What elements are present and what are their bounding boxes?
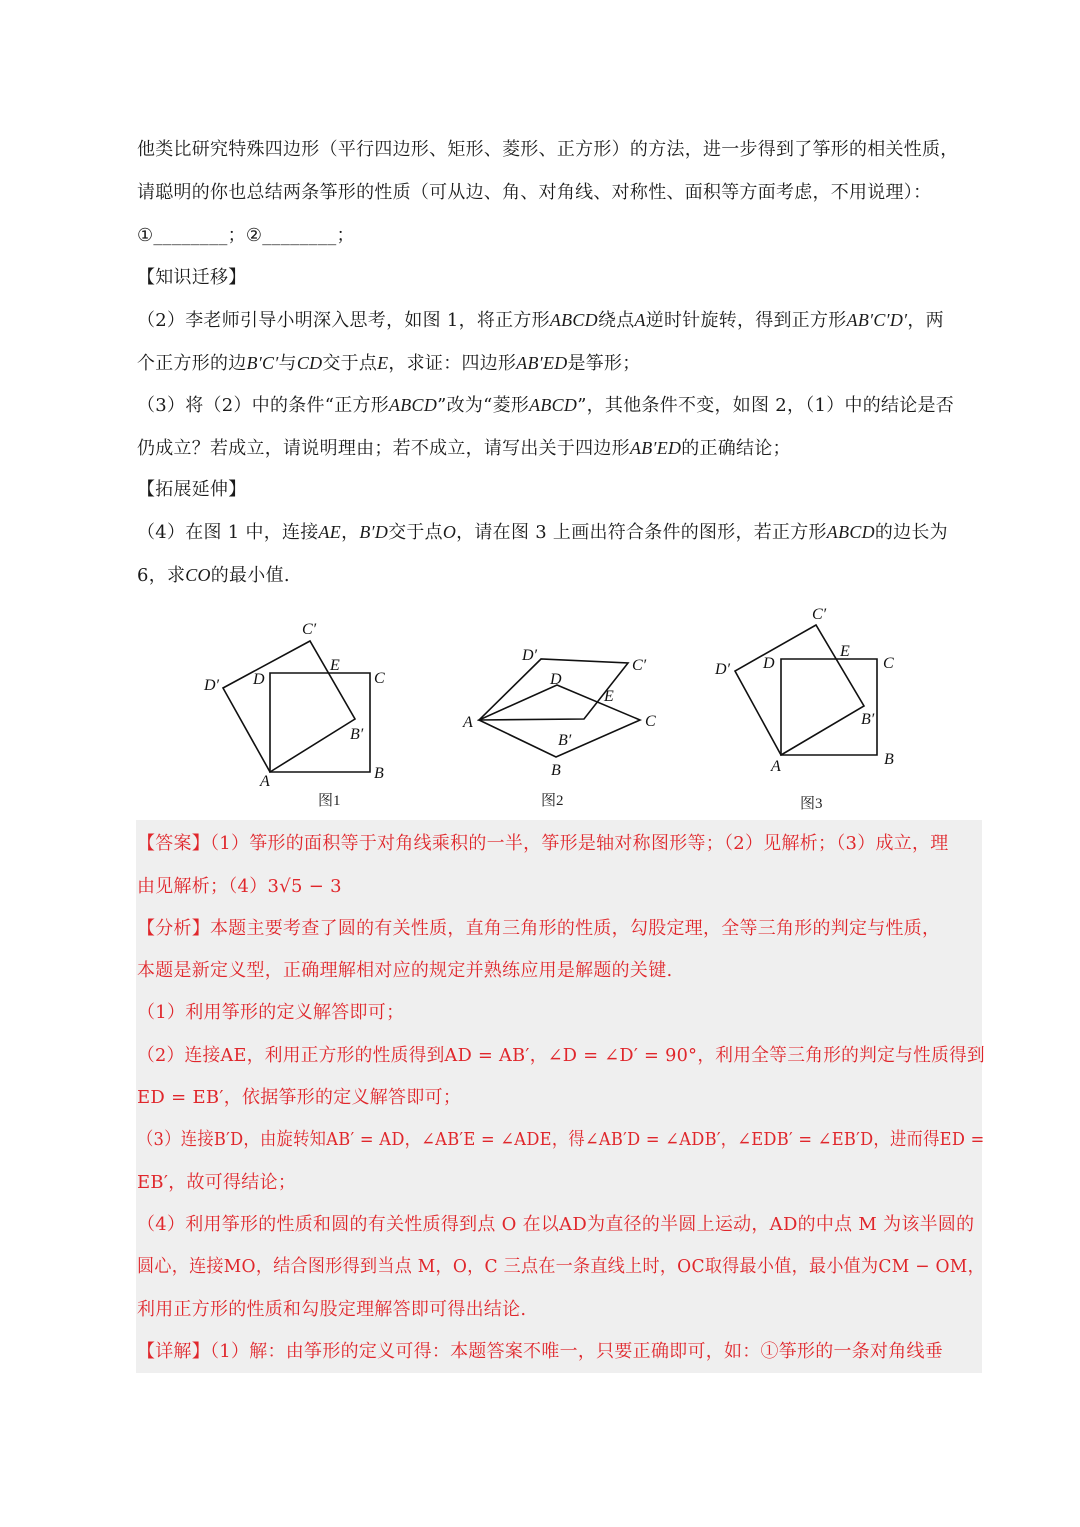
fig3-label-e: E (840, 643, 850, 660)
figure-2-labels (462, 647, 656, 809)
fig1-square-abcd (270, 673, 370, 772)
answer-line-1: 【答案】（1）筝形的面积等于对角线乘积的一半，筝形是轴对称图形等；（2）见解析；（3）成立，理 (137, 833, 949, 854)
answer-tag: 【答案】 (137, 833, 211, 854)
analysis-part-4-line-2: 圆心，连接MO，结合图形得到当点 M，O，C 三点在一条直线上时，OC取得最小值，最小值为CM − OM， (137, 1256, 985, 1277)
fig3-label-a: A (771, 758, 781, 775)
analysis-part-3-line-1: （3）连接B′D，由旋转知AB′ = AD，∠AB′E = ∠ADE，得∠AB′D = ∠ADB′，∠EDB′ = ∠EB′D，进而得ED = (137, 1129, 985, 1150)
question-2-line-2: 个正方形的边B′C′与CD交于点E，求证：四边形AB′ED是筝形； (137, 353, 641, 374)
question-3-line-1: （3）将（2）中的条件“正方形ABCD”改为“菱形ABCD”，其他条件不变，如图 2，（1）中的结论是否 (137, 395, 955, 416)
fig1-caption: 图1 (318, 793, 341, 809)
fig3-label-c: C (883, 655, 894, 672)
fig1-label-d-prime: D′ (204, 677, 220, 694)
question-3-line-2: 仍成立？若成立，请说明理由；若不成立，请写出关于四边形AB′ED的正确结论； (137, 438, 791, 459)
fig2-label-c-prime: C′ (632, 657, 647, 674)
analysis-part-2-line-1: （2）连接AE，利用正方形的性质得到AD = AB′，∠D = ∠D′ = 90°，利用全等三角形的判定与性质得到 (137, 1045, 986, 1066)
analysis-tag: 【分析】 (137, 918, 211, 939)
fig1-label-a: A (260, 773, 270, 790)
analysis-part-4-line-1: （4）利用筝形的性质和圆的有关性质得到点 O 在以AD为直径的半圆上运动，AD的中点 M 为该半圆的 (137, 1214, 975, 1235)
question-4-line-1: （4）在图 1 中，连接AE，B′D交于点O，请在图 3 上画出符合条件的图形，若正方形ABCD的边长为 (137, 522, 948, 543)
fig1-label-b: B (374, 765, 384, 782)
section-heading-extension: 【拓展延伸】 (137, 479, 247, 500)
figure-3-labels (714, 606, 894, 812)
detail-line-1: 【详解】（1）解：由筝形的定义可得：本题答案不唯一，只要正确即可，如：①筝形的一条对角线垂 (137, 1341, 944, 1362)
question-2-line-1: （2）李老师引导小明深入思考，如图 1，将正方形ABCD绕点A逆时针旋转，得到正方形AB′C′D′，两 (137, 310, 944, 331)
fig3-label-c-prime: C′ (812, 606, 827, 623)
fig3-label-d: D (763, 655, 775, 672)
figure-1 (223, 641, 370, 772)
section-heading-knowledge-transfer: 【知识迁移】 (137, 267, 247, 288)
fig3-label-d-prime: D′ (715, 661, 731, 678)
fig3-caption: 图3 (800, 796, 823, 812)
detail-tag: 【详解】 (137, 1341, 211, 1362)
fig1-label-b-prime: B′ (350, 726, 364, 743)
analysis-line-2: 本题是新定义型，正确理解相对应的规定并熟练应用是解题的关键. (137, 960, 673, 981)
question-line-1: 他类比研究特殊四边形（平行四边形、矩形、菱形、正方形）的方法，进一步得到了筝形的相关性质， (137, 139, 959, 160)
fig3-label-b: B (884, 751, 894, 768)
answer-line-2: 由见解析；（4）3√5 − 3 (137, 876, 342, 897)
fig1-label-e: E (330, 657, 340, 674)
analysis-line-1: 【分析】本题主要考查了圆的有关性质，直角三角形的性质，勾股定理，全等三角形的判定与性质， (137, 918, 941, 939)
fig2-label-b: B (551, 762, 561, 779)
fig3-label-b-prime: B′ (861, 711, 875, 728)
analysis-part-1: （1）利用筝形的定义解答即可； (137, 1002, 405, 1023)
analysis-part-4-line-3: 利用正方形的性质和勾股定理解答即可得出结论. (137, 1299, 527, 1320)
question-4-line-2: 6，求CO的最小值. (137, 565, 290, 586)
analysis-part-3-line-2: EB′，故可得结论； (137, 1172, 297, 1193)
fig2-caption: 图2 (541, 793, 564, 809)
answer-blanks: ①________；②________； (137, 225, 355, 246)
analysis-part-2-line-2: ED = EB′，依据筝形的定义解答即可； (137, 1087, 462, 1108)
fig2-label-a: A (463, 714, 473, 731)
fig2-label-e: E (604, 688, 614, 705)
fig1-label-c: C (374, 670, 385, 687)
fig2-label-c: C (645, 713, 656, 730)
fig2-label-d: D (550, 671, 562, 688)
fig2-label-b-prime: B′ (558, 732, 572, 749)
figure-3 (735, 625, 877, 755)
fig2-label-d-prime: D′ (522, 647, 538, 664)
fig1-label-c-prime: C′ (302, 621, 317, 638)
fig1-label-d: D (253, 671, 265, 688)
question-line-2: 请聪明的你也总结两条筝形的性质（可从边、角、对角线、对称性、面积等方面考虑，不用说理）： (137, 182, 932, 203)
